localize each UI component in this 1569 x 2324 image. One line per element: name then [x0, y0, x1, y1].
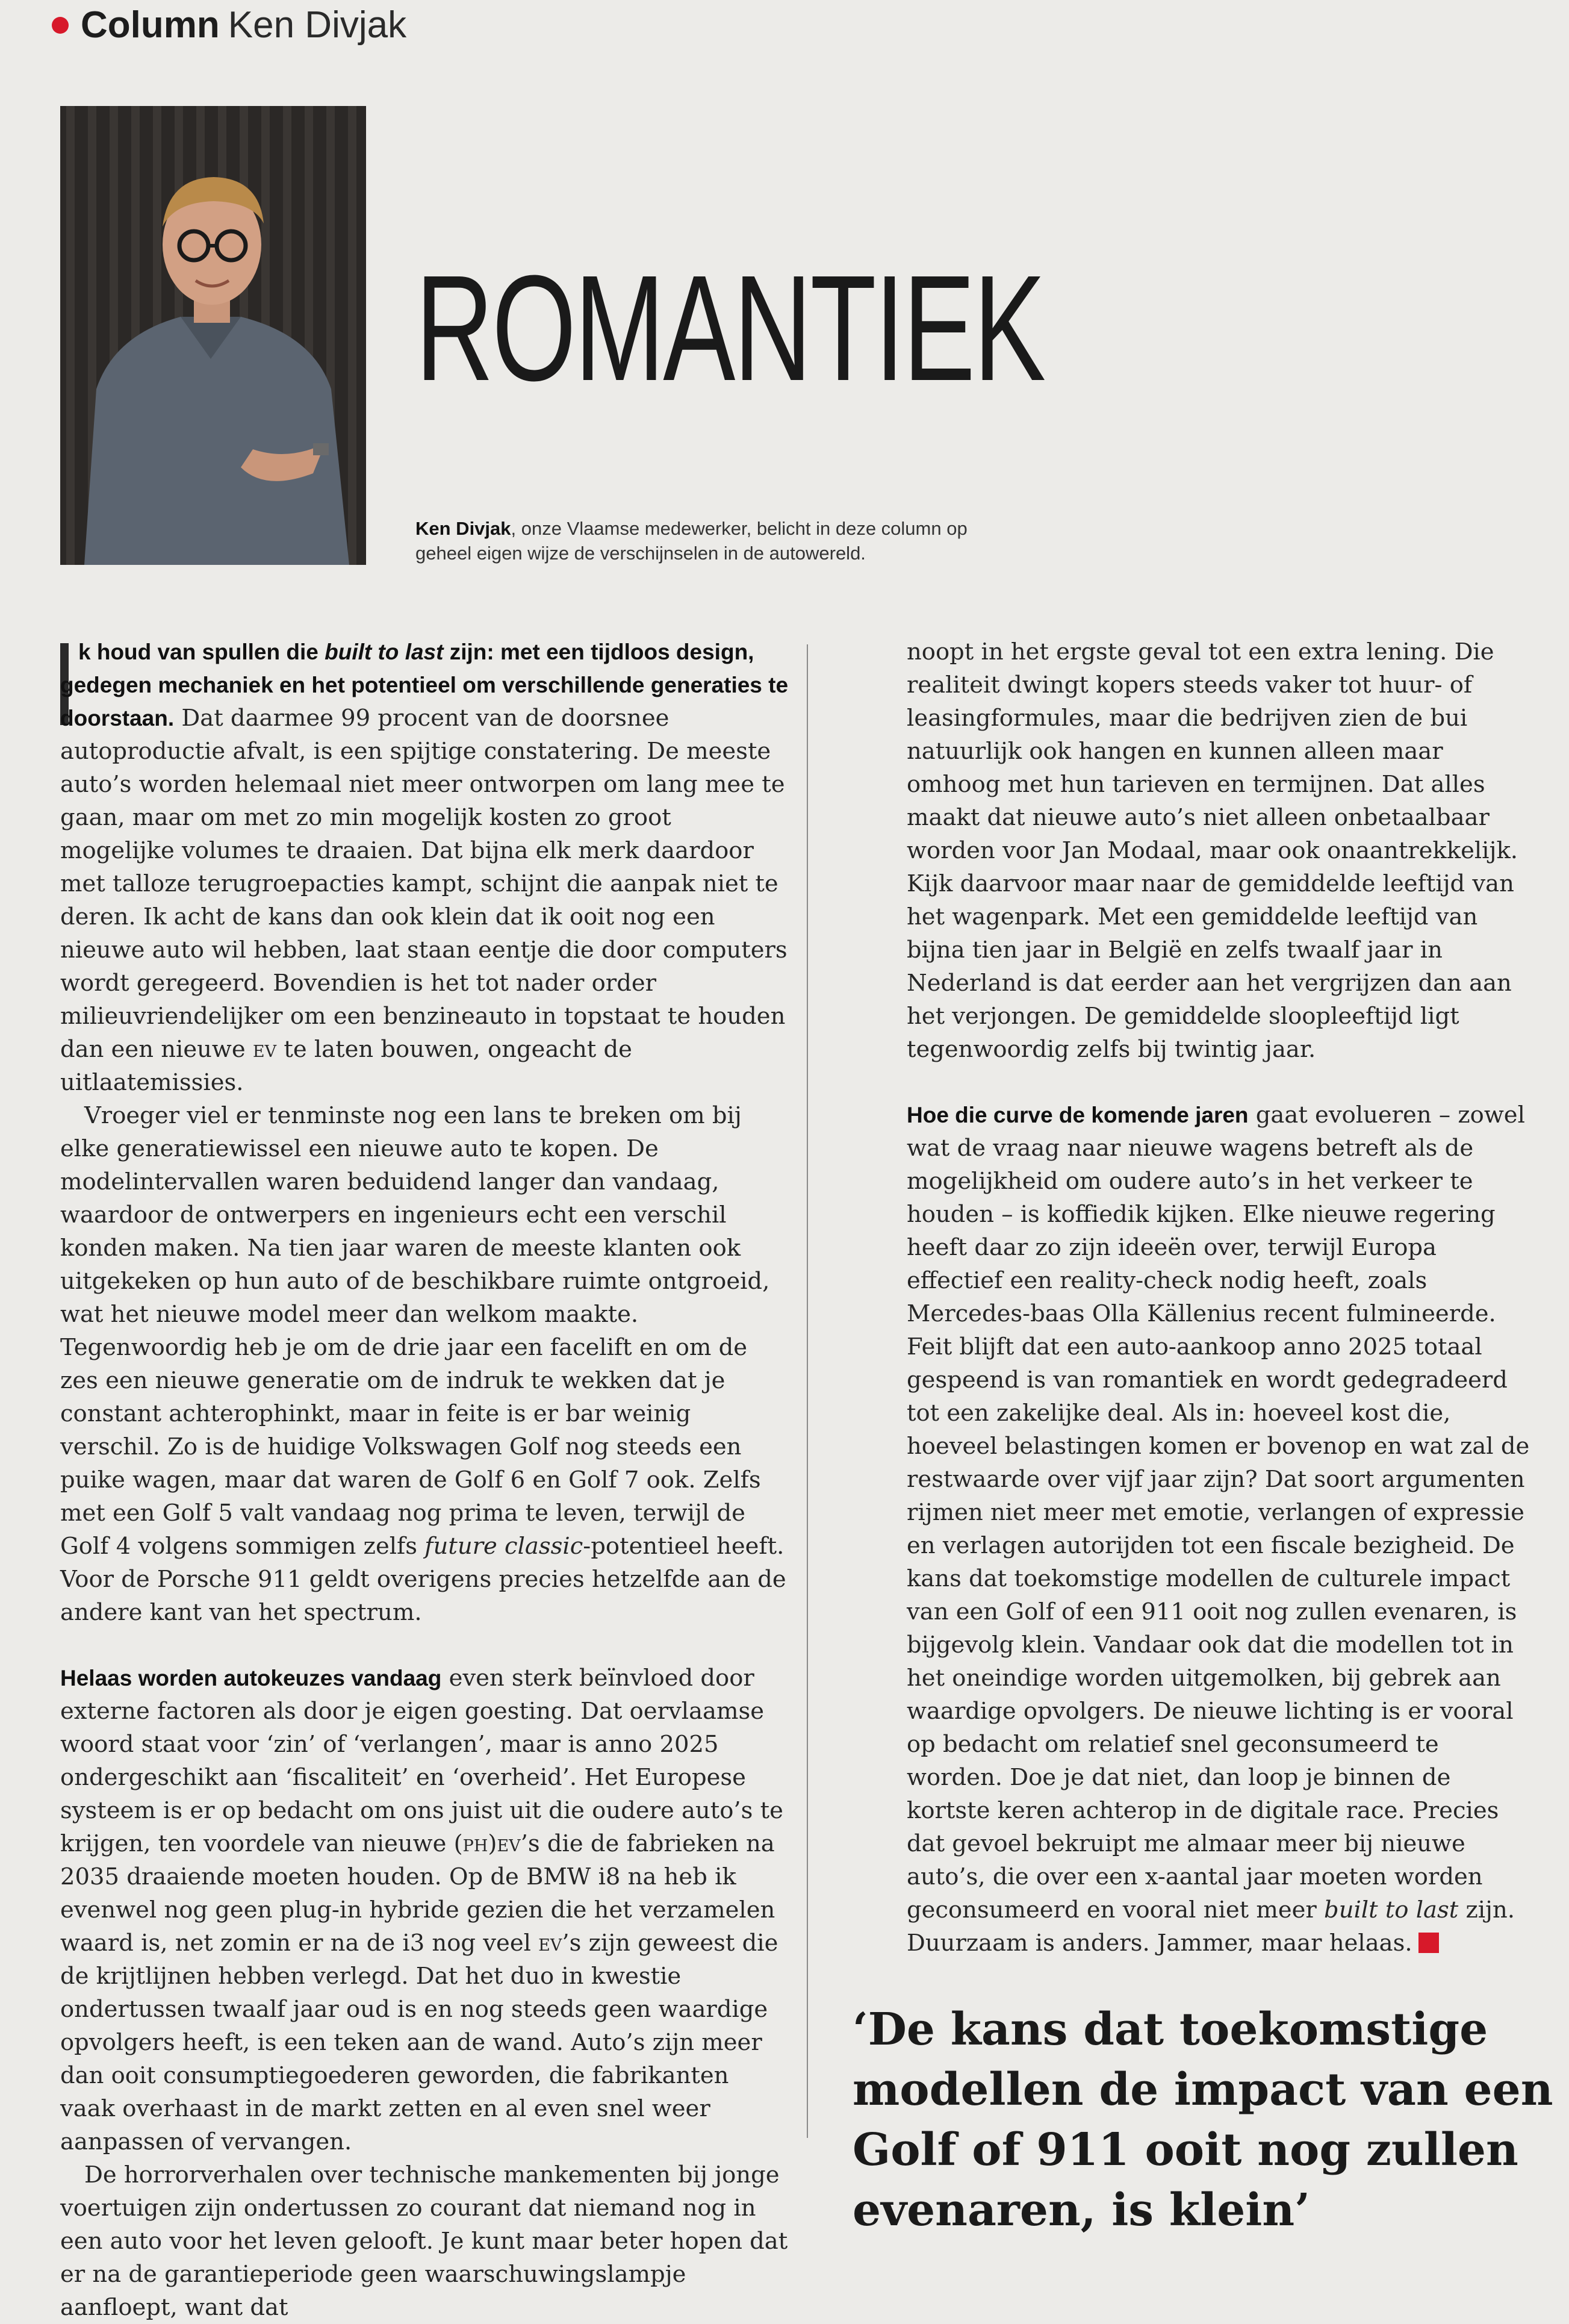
column-divider	[807, 644, 808, 2138]
body-emphasis: built to last	[1324, 1896, 1459, 1924]
column-label: Column	[81, 4, 220, 46]
column-header	[52, 4, 406, 46]
lead-text: zijn: met een tijdloos design, gedegen mechaniek en het potentieel om verschillende generaties te doorstaan.	[60, 640, 789, 731]
column-author: Ken Divjak	[228, 4, 407, 46]
paragraph	[60, 1099, 789, 1629]
red-dot-icon	[52, 17, 69, 34]
abbreviation: ev	[538, 1930, 562, 1957]
body-text: ’s zijn geweest die de krijtlijnen hebben verlegd. Dat het duo in kwestie ondertussen twaalf jaar oud is en nog steeds geen waardige opvolgers heeft, is een teken aan de wand. Auto’s zijn meer dan ooit consumptiegoederen geworden, die fabrikanten vaak overhaast in de markt zetten en al even snel weer aanpassen of vervangen.	[60, 1930, 778, 2155]
author-bio	[415, 517, 1018, 566]
body-emphasis: future classic	[424, 1533, 583, 1560]
section-lead-in: Helaas worden autokeuzes vandaag	[60, 1666, 442, 1690]
lead-text: k houd van spullen die	[78, 640, 325, 664]
autonieuws-logo-icon	[1418, 1933, 1439, 1953]
body-text: ’s die de fabrieken na 2035 draaiende moeten houden. Op de BMW i8 na heb ik evenwel nog geen plug-in hybride gezien die het verzamelen waard is, net zomin er na de i3 nog veel	[60, 1830, 775, 1957]
body-text: Dat daarmee 99 procent van de doorsnee autoproductie afvalt, is een spijtige constatering. De meeste auto’s worden helemaal niet meer ontworpen om lang mee te gaan, maar om met zo min mogelijk kosten zo groot mogelijke volumes te draaien. Dat bijna elk merk daardoor met talloze terugroepacties kampt, schijnt die aanpak niet te deren. Ik acht de kans dan ook klein dat ik ooit nog een nieuwe auto wil hebben, laat staan eentje die door computers wordt geregeerd. Bovendien is het tot nader order milieuvriendelijker om een benzineauto in topstaat te houden dan een nieuwe	[60, 705, 788, 1063]
paragraph	[60, 635, 789, 1099]
paragraph: noopt in het ergste geval tot een extra lening. Die realiteit dwingt kopers steeds vaker tot huur- of leasingformules, maar die bedrijven zien de bui natuurlijk ook hangen en kunnen alleen maar omhoog met hun tarieven en termijnen. Dat alles maakt dat nieuwe auto’s niet alleen onbetaalbaar worden voor Jan Modaal, maar ook onaantrekkelijk. Kijk daarvoor maar naar de gemiddelde leeftijd van het wagenpark. Met een gemiddelde leeftijd van bijna tien jaar in België en zelfs twaalf jaar in Nederland is dat eerder aan het vergrijzen dan aan het verjongen. De gemiddelde sloopleeftijd ligt tegenwoordig zelfs bij twintig jaar.	[907, 638, 1518, 1063]
article-column-2	[907, 635, 1539, 1960]
article-title: ROMANTIEK	[415, 244, 1045, 412]
article-column-1	[60, 635, 789, 2324]
body-text: zijn. Duurzaam is anders. Jammer, maar helaas.	[907, 1896, 1515, 1957]
body-text: Vroeger viel er tenminste nog een lans te breken om bij elke generatiewissel een nieuwe auto te kopen. De modelintervallen waren beduidend langer dan vandaag, waardoor de ontwerpers en ingenieurs echt een verschil konden maken. Na tien jaar waren de meeste klanten ook uitgekeken op hun auto of de beschikbare ruimte ontgroeid, wat het nieuwe model meer dan welkom maakte. Tegenwoordig heb je om de drie jaar een facelift en om de zes een nieuwe generatie om de indruk te wekken dat je constant achterophinkt, maar in feite is er bar weinig verschil. Zo is de huidige Volkswagen Golf nog steeds een puike wagen, maar dat waren de Golf 6 en Golf 7 ook. Zelfs met een Golf 5 valt vandaag nog prima te leven, terwijl de Golf 4 volgens sommigen zelfs	[60, 1102, 770, 1560]
body-text: even sterk beïnvloed door externe factoren als door je eigen goesting. Dat oervlaamse woord staat voor ‘zin’ of ‘verlangen’, maar is anno 2025 ondergeschikt aan ‘fiscaliteit’ en ‘overheid’. Het Europese systeem is er op bedacht om ons juist uit die oudere auto’s te krijgen, ten voordele van nieuwe	[60, 1665, 783, 1857]
lead-emphasis: built to last	[325, 640, 444, 664]
paragraph	[60, 1662, 789, 2158]
section-lead-in: Hoe die curve de komende jaren	[907, 1103, 1249, 1127]
abbreviation: ev	[252, 1036, 277, 1063]
paragraph	[907, 1098, 1539, 1960]
author-photo	[60, 106, 366, 565]
abbreviation: (ph)ev	[453, 1830, 521, 1857]
bio-name: Ken Divjak	[415, 518, 511, 539]
paragraph: De horrorverhalen over technische mankementen bij jonge voertuigen zijn ondertussen zo courant dat niemand nog in een auto voor het leven gelooft. Je kunt maar beter hopen dat er na de garantieperiode geen waarschuwingslampje aanfloept, want dat	[60, 2161, 788, 2321]
body-text: gaat evolueren – zowel wat de vraag naar nieuwe wagens betreft als de mogelijkheid om oudere auto’s in het verkeer te houden – is koffiedik kijken. Elke nieuwe regering heeft daar zo zijn ideeën over, terwijl Europa effectief een reality-check nodig heeft, zoals Mercedes-baas Olla Källenius recent fulmineerde. Feit blijft dat een auto-aankoop anno 2025 totaal gespeend is van romantiek en wordt gedegradeerd tot een zakelijke deal. Als in: hoeveel kost die, hoeveel belastingen komen er bovenop en wat zal de restwaarde over vijf jaar zijn? Dat soort argumenten rijmen niet meer met emotie, verlangen of expressie en verlagen autorijden tot een fiscale bezigheid. De kans dat toekomstige modellen de culturele impact van een Golf of een 911 ooit nog zullen evenaren, is bijgevolg klein. Vandaar ook dat die modellen tot in het oneindige worden uitgemolken, bij gebrek aan waardige opvolgers. De nieuwe lichting is er vooral op bedacht om relatief snel geconsumeerd te worden. Doe je dat niet, dan loop je binnen de kortste keren achterop in de digitale race. Precies dat gevoel bekruipt me almaar meer bij nieuwe auto’s, die over een x-aantal jaar moeten worden geconsumeerd en vooral niet meer	[907, 1101, 1530, 1924]
body-text: te laten bouwen, ongeacht de uitlaatemissies.	[60, 1036, 632, 1096]
body-text: -potentieel heeft. Voor de Porsche 911 geldt overigens precies hetzelfde aan de andere kant van het spectrum.	[60, 1533, 786, 1626]
bio-text: , onze Vlaamse medewerker, belicht in deze column op geheel eigen wijze de verschijnselen in de autowereld.	[415, 518, 968, 564]
pull-quote: ‘De kans dat toekomstige modellen de impact van een Golf of 911 ooit nog zullen evenaren, is klein’	[853, 2004, 1553, 2236]
